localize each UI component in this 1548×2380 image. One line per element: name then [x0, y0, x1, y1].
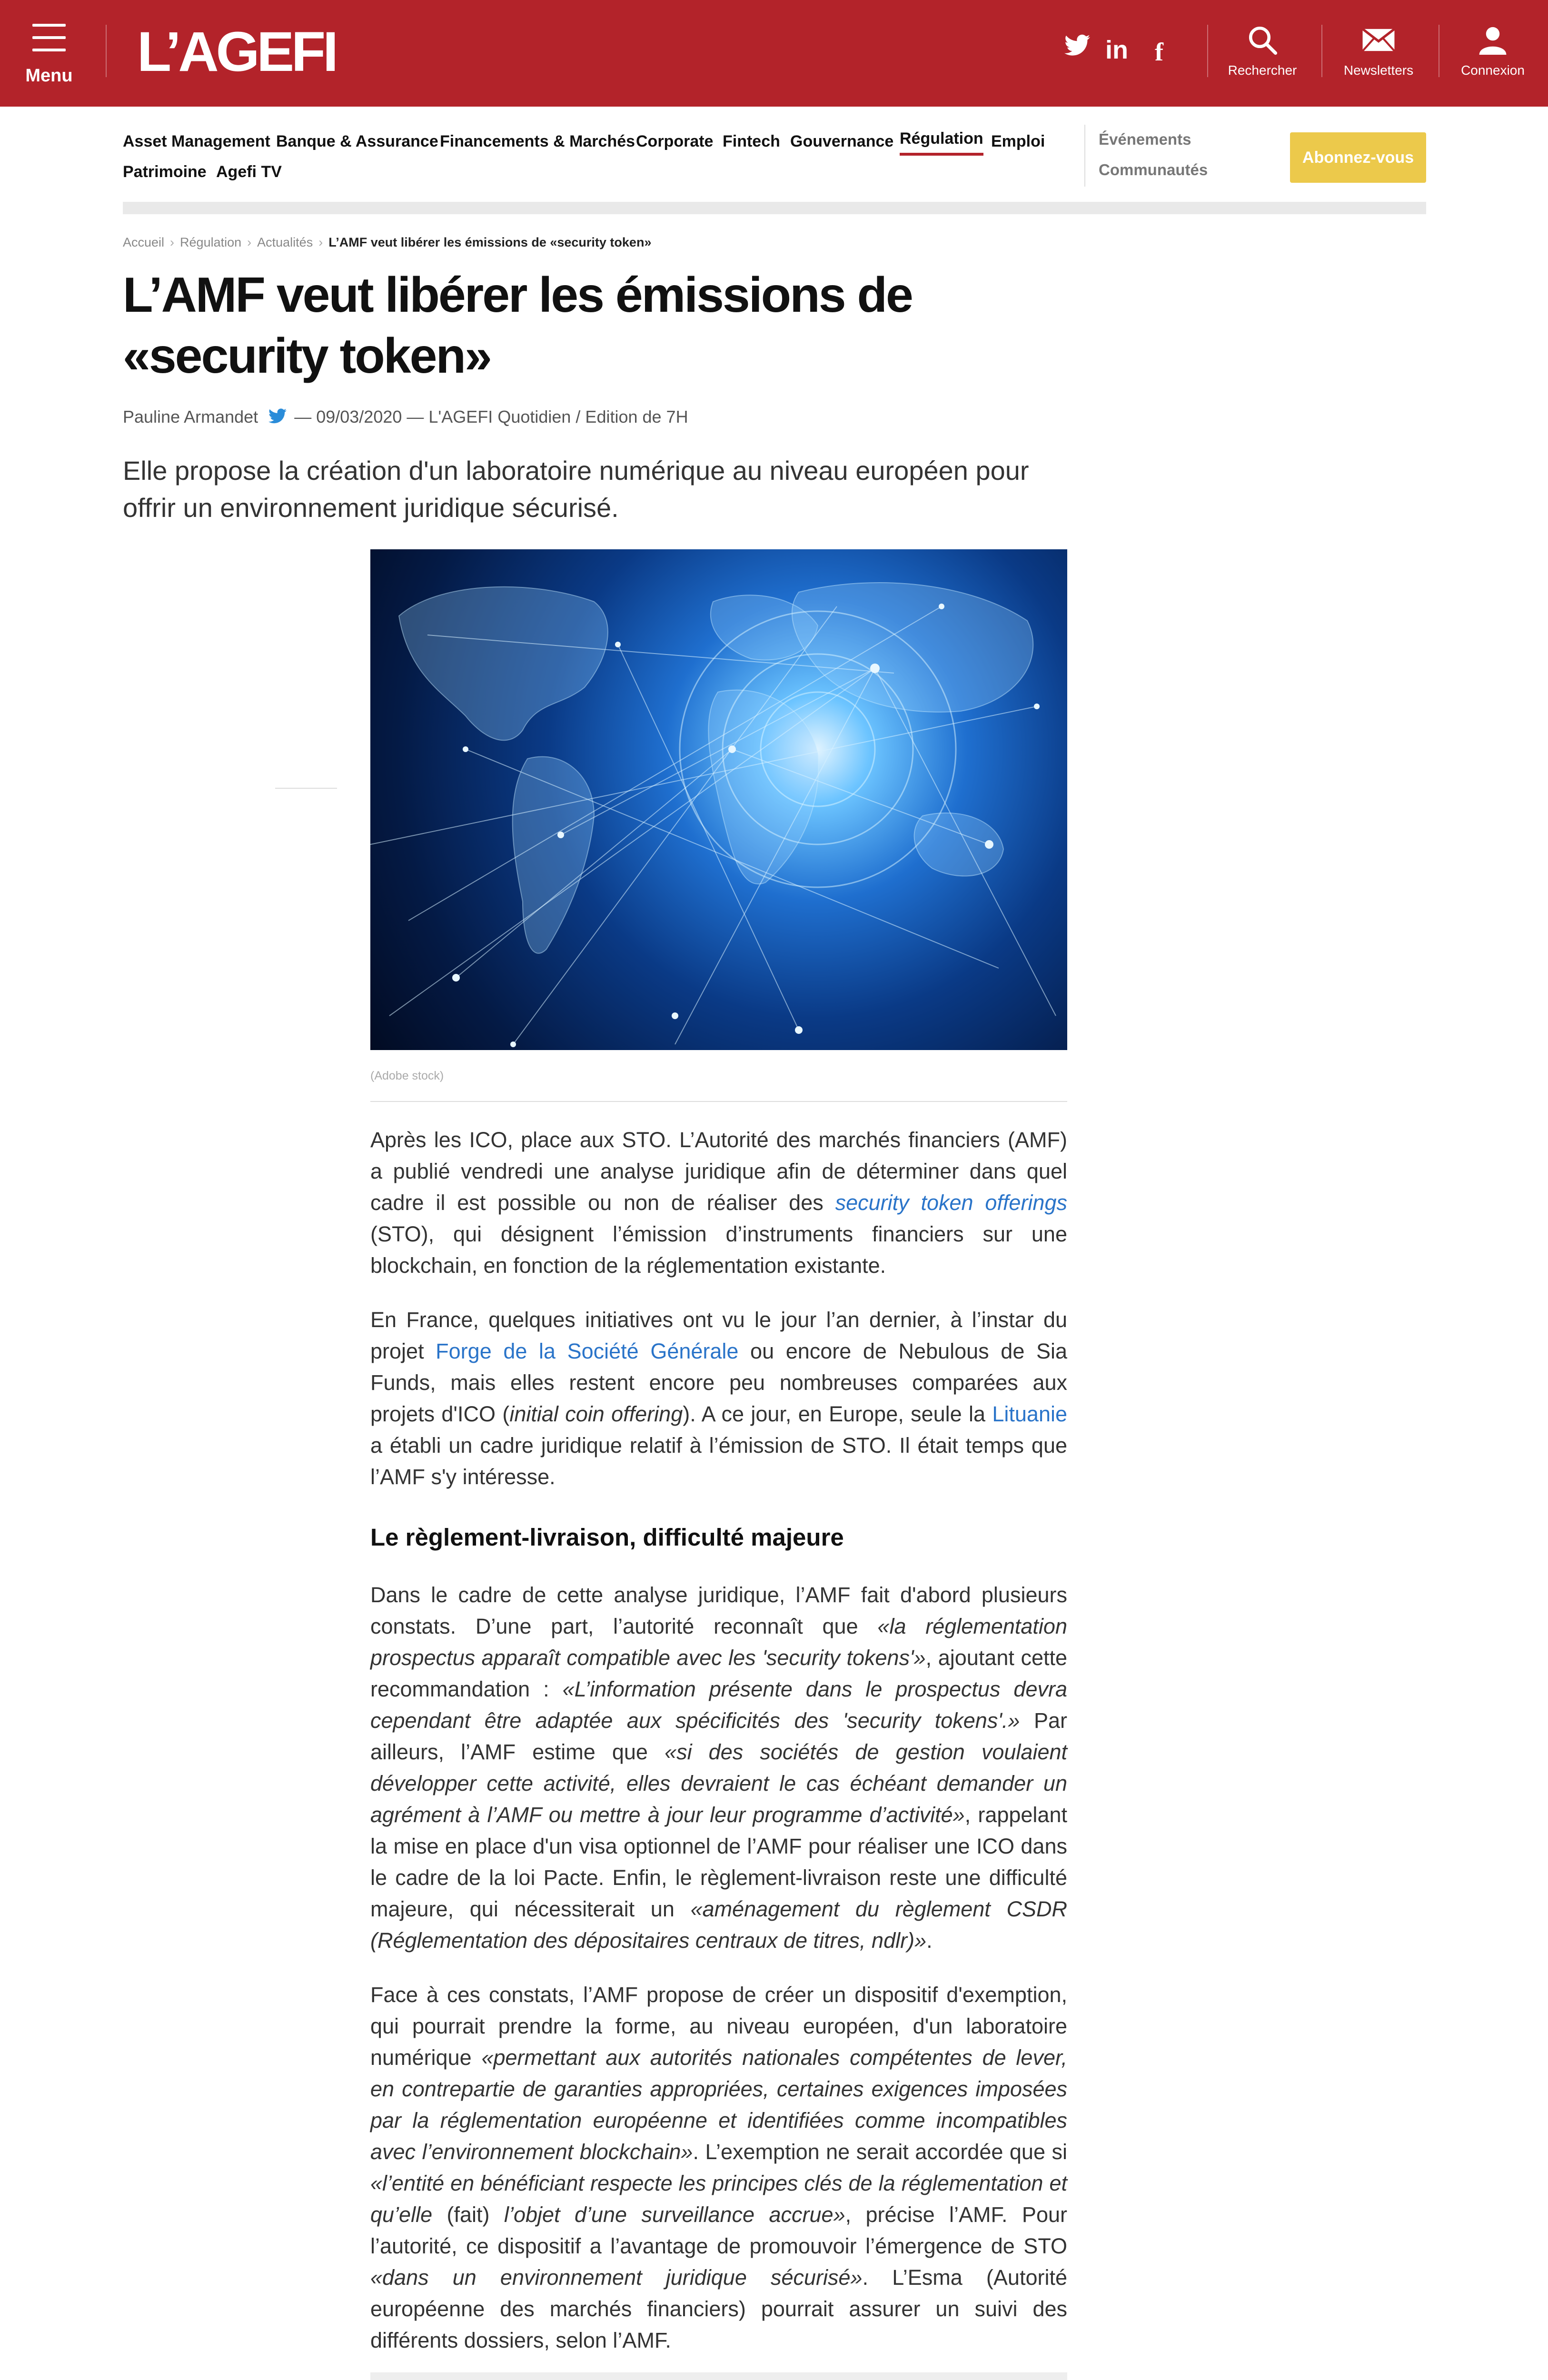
header-divider: [106, 25, 107, 77]
image-credit: (Adobe stock): [370, 1069, 444, 1082]
p4-text-e: . L’Esma (Autorité européenne des marchés financiers) pourrait assurer un suivi des différents dossiers, selon l’AMF.: [370, 2265, 1067, 2352]
nav-item-emploi[interactable]: Emploi: [991, 132, 1045, 150]
p4-quote-1: «permettant aux autorités nationales compétentes de lever, en contrepartie de garanties appropriées, certaines exigences imposées par la réglementation européenne et identifiées comme incompatibles avec l’environnement blockchain»: [370, 2045, 1067, 2164]
p4-quote-3: l’objet d’une surveillance accrue»: [504, 2202, 845, 2227]
p1-text-b: (STO), qui désignent l’émission d’instruments financiers sur une blockchain, en fonction de la réglementation existante.: [370, 1222, 1067, 1278]
p2-text-c: ). A ce jour, en Europe, seule la: [683, 1402, 992, 1426]
p3-quote-4: «aménagement du règlement CSDR (Réglementation des dépositaires centraux de titres, ndlr)»: [370, 1897, 1068, 1953]
p2-italic-ico: initial coin offering: [509, 1402, 683, 1426]
p4-text-c: (fait): [432, 2202, 504, 2227]
article-paragraph-1: [370, 1124, 1067, 1281]
p2-text-a: En France, quelques initiatives ont vu le jour l’an dernier, à l’instar du projet: [370, 1308, 1067, 1363]
bottom-block: [370, 2372, 1067, 2380]
p4-text-a: Face à ces constats, l’AMF propose de créer un dispositif d'exemption, qui pourrait prendre la forme, au niveau européen, d'un laboratoire numérique: [370, 1983, 1067, 2070]
p4-text-b: . L’exemption ne serait accordée que si: [693, 2140, 1067, 2164]
nav-side-communautes[interactable]: Communautés: [1099, 161, 1208, 178]
user-icon: [1445, 21, 1540, 59]
author-name[interactable]: Pauline Armandet: [123, 407, 258, 426]
nav-item-fintech[interactable]: Fintech: [723, 132, 780, 150]
breadcrumb-accueil[interactable]: Accueil: [123, 235, 165, 249]
header-divider: [1321, 25, 1322, 77]
twitter-icon[interactable]: [1064, 34, 1090, 60]
header-divider: [1207, 25, 1208, 77]
nav-item-agefi-tv[interactable]: Agefi TV: [216, 163, 282, 181]
p3-quote-1: «la réglementation prospectus apparaît compatible avec les 'security tokens'»: [370, 1614, 1067, 1670]
chevron-right-icon: ›: [170, 235, 175, 249]
facebook-icon[interactable]: f: [1155, 38, 1163, 66]
nav-side-evenements[interactable]: Événements: [1099, 130, 1191, 148]
p3-text-a: Dans le cadre de cette analyse juridique, l’AMF fait d'abord plusieurs constats. D’une part, l’autorité reconnaît que: [370, 1583, 1067, 1638]
breadcrumb-actualites[interactable]: Actualités: [257, 235, 313, 249]
p1-text-a: Après les ICO, place aux STO. L’Autorité des marchés financiers (AMF) a publié vendredi une analyse juridique afin de déterminer dans quel cadre il est possible ou non de réaliser des: [370, 1128, 1067, 1215]
nav-bottom-bar: [123, 202, 1426, 214]
search-label: Rechercher: [1228, 63, 1297, 78]
search-button[interactable]: [1215, 21, 1310, 83]
nav-item-regulation[interactable]: Régulation: [900, 129, 983, 156]
p3-quote-3: «si des sociétés de gestion voulaient développer cette activité, elles devraient le cas échéant demander un agrément à l’AMF ou mettre à jour leur programme d’activité»: [370, 1740, 1067, 1827]
newsletters-label: Newsletters: [1343, 63, 1414, 78]
linkedin-icon[interactable]: in: [1105, 36, 1128, 64]
hamburger-icon: [32, 24, 66, 61]
article-subheading: Le règlement-livraison, difficulté majeure: [370, 1524, 844, 1551]
login-button[interactable]: [1445, 21, 1540, 83]
image-divider: [370, 1101, 1067, 1102]
subscribe-button[interactable]: Abonnez-vous: [1290, 132, 1426, 183]
p3-text-b: , ajoutant cette recommandation :: [370, 1646, 1067, 1701]
side-divider: [275, 788, 337, 789]
article-paragraph-3: [370, 1579, 1067, 1956]
article-paragraph-2: [370, 1304, 1067, 1493]
nav-divider: [1084, 125, 1085, 187]
p4-text-d: , précise l’AMF. Pour l’autorité, ce dispositif a l’avantage de promouvoir l’émergence de STO: [370, 2202, 1067, 2258]
p2-text-b: ou encore de Nebulous de Sia Funds, mais elles restent encore peu nombreuses comparées aux projets d'ICO (: [370, 1339, 1067, 1426]
breadcrumb-regulation[interactable]: Régulation: [180, 235, 242, 249]
menu-label: Menu: [25, 66, 73, 86]
author-twitter-icon[interactable]: [268, 408, 287, 428]
chevron-right-icon: ›: [318, 235, 323, 249]
nav-item-corporate[interactable]: Corporate: [636, 132, 714, 150]
nav-item-asset-management[interactable]: Asset Management: [123, 132, 270, 150]
p4-quote-2: «l’entité en bénéficiant respecte les principes clés de la réglementation et qu’elle: [370, 2171, 1067, 2227]
article-paragraph-4: [370, 1979, 1067, 2356]
link-forge-societe-generale[interactable]: Forge de la Société Générale: [436, 1339, 739, 1363]
p3-quote-2: «L’information présente dans le prospectus devra cependant être adaptée aux spécificités des 'security tokens'.»: [370, 1677, 1067, 1733]
breadcrumb-current: L’AMF veut libérer les émissions de «security token»: [328, 235, 652, 249]
nav-item-gouvernance[interactable]: Gouvernance: [790, 132, 894, 150]
search-icon: [1215, 21, 1310, 59]
agefi-logo[interactable]: L’AGEFI: [137, 20, 336, 83]
article-hero-image: [370, 549, 1067, 1050]
nav-item-banque-assurance[interactable]: Banque & Assurance: [276, 132, 438, 150]
p3-text-c: Par ailleurs, l’AMF estime que: [370, 1708, 1068, 1764]
link-security-token-offerings[interactable]: security token offerings: [835, 1190, 1067, 1215]
article-lead: Elle propose la création d'un laboratoire numérique au niveau européen pour offrir un environnement juridique sécurisé.: [123, 456, 1029, 523]
menu-button[interactable]: [23, 24, 75, 90]
article-byline: [123, 407, 688, 428]
p3-text-e: .: [926, 1928, 933, 1953]
envelope-icon: [1331, 21, 1426, 59]
p3-text-d: , rappelant la mise en place d'un visa optionnel de l’AMF pour réaliser une ICO dans le cadre de la loi Pacte. Enfin, le règlement-livraison reste une difficulté majeure, qui nécessiterait un: [370, 1803, 1067, 1921]
newsletters-button[interactable]: [1331, 21, 1426, 83]
breadcrumb: [123, 235, 651, 250]
link-lituanie[interactable]: Lituanie: [992, 1402, 1067, 1426]
chevron-right-icon: ›: [247, 235, 252, 249]
nav-item-financements-marches[interactable]: Financements & Marchés: [440, 132, 635, 150]
login-label: Connexion: [1461, 63, 1525, 78]
p2-text-d: a établi un cadre juridique relatif à l’émission de STO. Il était temps que l’AMF s'y intéresse.: [370, 1433, 1067, 1489]
p4-quote-4: «dans un environnement juridique sécurisé»: [370, 2265, 863, 2290]
world-network-illustration: [370, 549, 1067, 1050]
article-title: L’AMF veut libérer les émissions de «security token»: [123, 268, 912, 384]
nav-item-patrimoine[interactable]: Patrimoine: [123, 163, 207, 181]
top-header-bar: [0, 0, 1548, 107]
article-meta: — 09/03/2020 — L'AGEFI Quotidien / Edition de 7H: [294, 407, 688, 426]
